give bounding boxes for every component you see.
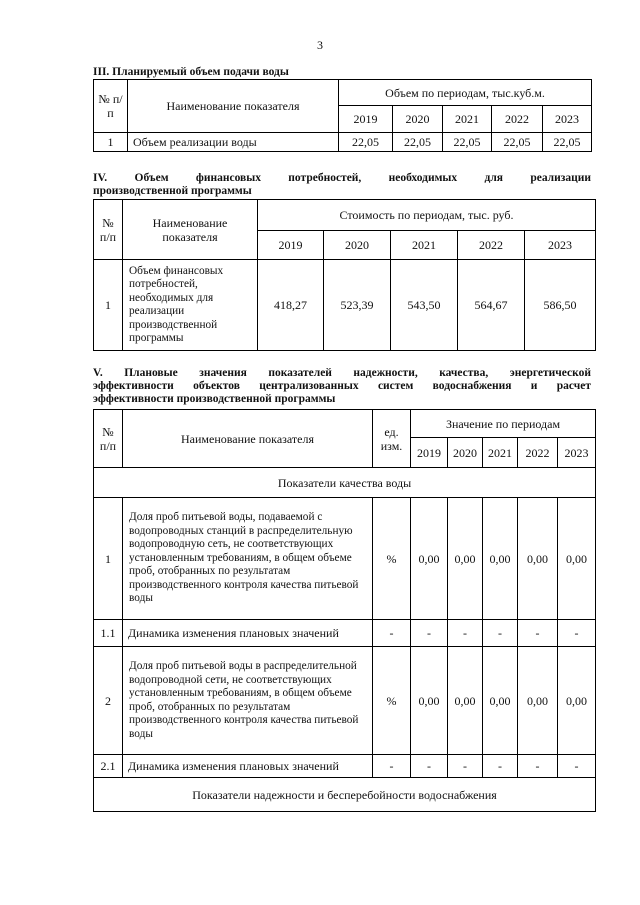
row-number: 1 <box>94 133 128 152</box>
page-number: 3 <box>317 38 323 52</box>
row-value: 22,05 <box>443 133 492 152</box>
row-unit: - <box>373 620 411 647</box>
row-number: 1 <box>94 498 123 620</box>
table-row <box>94 755 596 778</box>
row-value: - <box>448 620 483 647</box>
row-value: - <box>483 620 518 647</box>
row-name: Динамика изменения плановых значений <box>123 755 373 778</box>
row-name: Доля проб питьевой воды, подаваемой с водопроводных станций в распределительную водопроводную сеть, не соответствующих установленным требованиям, в общем объеме проб, отобранных по результатам производственного контроля качества питьевой воды <box>123 498 373 620</box>
row-value: 0,00 <box>411 498 448 620</box>
row-number: 2.1 <box>94 755 123 778</box>
row-value: - <box>518 620 558 647</box>
row-value: - <box>411 620 448 647</box>
year-header: 2019 <box>339 106 393 133</box>
section-5-table <box>93 409 596 812</box>
row-value: 0,00 <box>558 498 596 620</box>
section-4-table <box>93 199 596 351</box>
year-header: 2019 <box>411 438 448 468</box>
row-value: - <box>558 620 596 647</box>
row-value: 22,05 <box>339 133 393 152</box>
year-header: 2021 <box>443 106 492 133</box>
col-name-header: Наименование показателя <box>123 200 258 260</box>
row-number: 2 <box>94 647 123 755</box>
row-unit: % <box>373 647 411 755</box>
section-4-title <box>93 172 591 198</box>
row-value: 0,00 <box>411 647 448 755</box>
row-number: 1 <box>94 260 123 351</box>
col-group-header: Значение по периодам <box>411 410 596 438</box>
row-value: 0,00 <box>448 498 483 620</box>
section-5-title-line-1: V. Плановые значения показателей надежности, качества, энергетической <box>93 367 591 379</box>
row-value: 564,67 <box>458 260 525 351</box>
row-value: 0,00 <box>518 498 558 620</box>
row-value: 0,00 <box>448 647 483 755</box>
table-row <box>94 647 596 755</box>
row-number: 1.1 <box>94 620 123 647</box>
section-3-title: III. Планируемый объем подачи воды <box>93 66 289 78</box>
section-4-title-line-1: IV. Объем финансовых потребностей, необходимых для реализации <box>93 172 591 184</box>
col-number-header: № п/п <box>94 80 128 133</box>
table-row <box>94 620 596 647</box>
row-value: 0,00 <box>483 498 518 620</box>
row-name: Объем финансовых потребностей, необходимых для реализации производственной программы <box>123 260 258 351</box>
section-3-table <box>93 79 592 152</box>
year-header: 2020 <box>448 438 483 468</box>
year-header: 2022 <box>458 231 525 260</box>
group-row-quality: Показатели качества воды <box>94 468 596 498</box>
year-header: 2021 <box>391 231 458 260</box>
year-header: 2023 <box>543 106 592 133</box>
row-name: Объем реализации воды <box>128 133 339 152</box>
year-header: 2019 <box>258 231 324 260</box>
col-number-header: № п/п <box>94 410 123 468</box>
year-header: 2020 <box>393 106 443 133</box>
row-value: - <box>558 755 596 778</box>
year-header: 2022 <box>492 106 543 133</box>
row-value: - <box>411 755 448 778</box>
col-group-header: Объем по периодам, тыс.куб.м. <box>339 80 592 106</box>
year-header: 2023 <box>558 438 596 468</box>
table-row <box>94 133 592 152</box>
row-value: 22,05 <box>543 133 592 152</box>
row-value: 586,50 <box>525 260 596 351</box>
table-row <box>94 498 596 620</box>
row-unit: - <box>373 755 411 778</box>
row-value: 523,39 <box>324 260 391 351</box>
row-value: 22,05 <box>492 133 543 152</box>
section-5-title-line-3: эффективности производственной программы <box>93 393 336 405</box>
row-value: 418,27 <box>258 260 324 351</box>
section-4-title-line-2: производственной программы <box>93 185 252 197</box>
col-name-header: Наименование показателя <box>128 80 339 133</box>
year-header: 2022 <box>518 438 558 468</box>
row-unit: % <box>373 498 411 620</box>
year-header: 2020 <box>324 231 391 260</box>
col-group-header: Стоимость по периодам, тыс. руб. <box>258 200 596 231</box>
section-5-title <box>93 367 591 406</box>
row-value: 0,00 <box>558 647 596 755</box>
section-5-title-line-2: эффективности объектов централизованных систем водоснабжения и расчет <box>93 380 591 392</box>
year-header: 2021 <box>483 438 518 468</box>
row-value: 0,00 <box>518 647 558 755</box>
row-value: - <box>448 755 483 778</box>
year-header: 2023 <box>525 231 596 260</box>
group-row-reliability: Показатели надежности и бесперебойности водоснабжения <box>94 778 596 812</box>
row-value: 22,05 <box>393 133 443 152</box>
table-row <box>94 260 596 351</box>
col-number-header: № п/п <box>94 200 123 260</box>
row-value: - <box>518 755 558 778</box>
row-value: 543,50 <box>391 260 458 351</box>
row-value: 0,00 <box>483 647 518 755</box>
col-unit-header: ед. изм. <box>373 410 411 468</box>
row-name: Динамика изменения плановых значений <box>123 620 373 647</box>
col-name-header: Наименование показателя <box>123 410 373 468</box>
row-value: - <box>483 755 518 778</box>
row-name: Доля проб питьевой воды в распределительной водопроводной сети, не соответствующих установленным требованиям, в общем объеме проб, отобранных по результатам производственного контроля качества питьевой воды <box>123 647 373 755</box>
